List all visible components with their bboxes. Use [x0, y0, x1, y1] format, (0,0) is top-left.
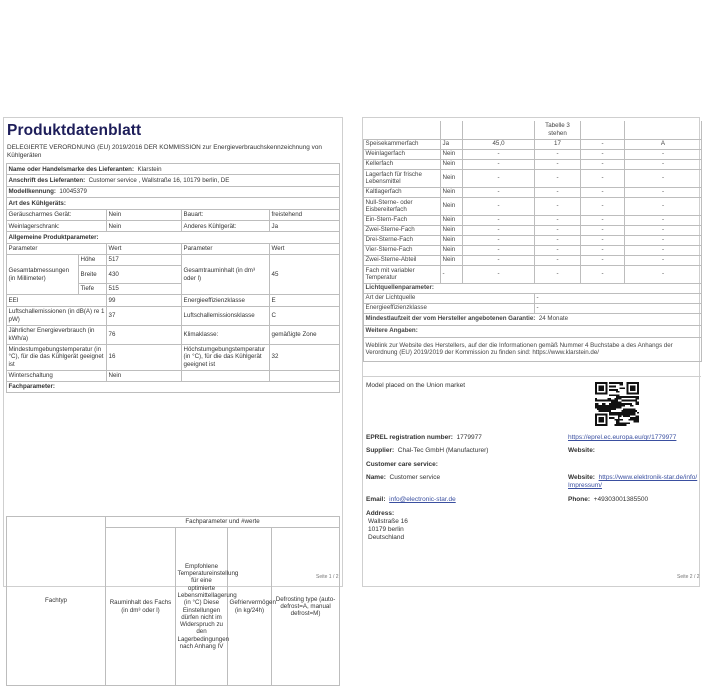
compartment-volume: -: [463, 187, 535, 197]
address-value: Customer service , Wallstraße 16, 10179 berlin, DE: [88, 176, 230, 184]
dimension-name: Höhe: [79, 255, 107, 266]
address-line: 10179 berlin: [368, 526, 404, 533]
winter-label: Winterschaltung: [7, 370, 107, 381]
compartment-row: [364, 139, 702, 149]
param-value: gemäßigte Zone: [270, 325, 340, 344]
type-label: Weinlagerschrank:: [7, 220, 107, 231]
col-header: Wert: [107, 243, 182, 254]
name-value: Customer service: [389, 474, 441, 481]
col-header: Parameter: [182, 243, 270, 254]
compartment-row: [364, 169, 702, 187]
compartment-present: Nein: [441, 245, 463, 255]
winter-value: Nein: [107, 370, 182, 381]
col-header: Wert: [270, 243, 340, 254]
param-value: E: [270, 295, 340, 306]
compartment-name: Vier-Sterne-Fach: [364, 245, 441, 255]
compartment-volume: -: [463, 215, 535, 225]
compartment-present: Ja: [441, 139, 463, 149]
compartment-name: Fach mit variabler Temperatur: [364, 265, 441, 283]
compartment-row: [364, 245, 702, 255]
volume-value: 45: [270, 255, 340, 295]
type-label: Bauart:: [182, 209, 270, 220]
param-label: Mindestumgebungstemperatur (in °C), für die das Kühlgerät geeignet ist: [7, 344, 107, 370]
compartment-temp: -: [535, 197, 581, 215]
col-compartment-type: Fachtyp: [7, 517, 106, 686]
compartment-volume: -: [463, 159, 535, 169]
compartment-temp: -: [535, 169, 581, 187]
compartment-freeze: -: [581, 187, 625, 197]
address-line: Wallstraße 16: [368, 518, 408, 525]
address-line: Deutschland: [368, 534, 405, 541]
compartment-freeze: -: [581, 139, 625, 149]
compartment-temp: 17: [535, 139, 581, 149]
compartment-row: [364, 225, 702, 235]
page-number: Seite 2 / 2: [677, 574, 700, 580]
compartment-volume: -: [463, 245, 535, 255]
more-info-text: Weblink zur Website des Herstellers, auf der die Informationen gemäß Nummer 4 Buchstabe a des Anhangs der Verordnung (EU) 2019/2019 der Kommission zu finden sind: https://www.klarstein.de/: [364, 337, 702, 361]
compartment-defrost: -: [625, 197, 702, 215]
compartment-values-table: [363, 121, 702, 362]
col-temperature: Empfohlene Temperatureinstellung für eine optimierte Lebensmittellagerung (in °C) Diese Einstellungen dürfen nicht im Widerspruch zu den Lagerbedingungen nach Anhang IV: [176, 528, 228, 686]
compartment-freeze: -: [581, 169, 625, 187]
compartment-name: Zwei-Sterne-Abteil: [364, 255, 441, 265]
compartment-present: Nein: [441, 197, 463, 215]
customer-care-label: Customer care service:: [366, 461, 438, 468]
email-label: Email:: [366, 496, 386, 503]
website2-label: Website:: [568, 474, 595, 481]
param-label: Energieeffizienzklasse: [182, 295, 270, 306]
compartment-row: [364, 215, 702, 225]
compartment-volume: -: [463, 225, 535, 235]
address-row: Anschrift des Lieferanten: Customer service , Wallstraße 16, 10179 berlin, DE: [7, 175, 340, 186]
compartment-present: Nein: [441, 149, 463, 159]
dimension-name: Breite: [79, 266, 107, 284]
compartment-present: Nein: [441, 225, 463, 235]
regulation-intro: DELEGIERTE VERORDNUNG (EU) 2019/2016 DER KOMMISSION zur Energieverbrauchskennzeichnung von Kühlgeräten: [7, 144, 322, 160]
type-value: freistehend: [270, 209, 340, 220]
compartment-present: -: [441, 265, 463, 283]
compartment-name: Weinlagerfach: [364, 149, 441, 159]
col-volume: Rauminhalt des Fachs (in dm³ oder l): [106, 528, 176, 686]
general-parameters-table: [6, 163, 340, 393]
compartment-freeze: -: [581, 215, 625, 225]
compartment-name: Kaltlagerfach: [364, 187, 441, 197]
param-label: Höchstumgebungstemperatur (in °C), für die das Kühlgerät geeignet ist: [182, 344, 270, 370]
compartment-present: Nein: [441, 235, 463, 245]
address-label: Address:: [366, 510, 395, 517]
compartment-row: [364, 255, 702, 265]
compartment-freeze: -: [581, 225, 625, 235]
param-value: 76: [107, 325, 182, 344]
dimensions-label: Gesamtabmessungen (in Millimeter): [7, 255, 79, 295]
more-info-header: Weitere Angaben:: [364, 325, 702, 337]
compartment-row: [364, 149, 702, 159]
compartment-volume: -: [463, 149, 535, 159]
compartment-name: Null-Sterne- oder Eisbereiterfach: [364, 197, 441, 215]
guarantee-row: Mindestlaufzeit der vom Hersteller angebotenen Garantie: 24 Monate: [364, 313, 702, 325]
compartment-defrost: -: [625, 245, 702, 255]
compartment-freeze: -: [581, 235, 625, 245]
eprel-section: [363, 376, 701, 588]
param-label: Luftschallemissionsklasse: [182, 306, 270, 325]
datasheet-page-1: [3, 117, 343, 650]
compartment-volume: -: [463, 235, 535, 245]
dimension-value: 515: [107, 284, 182, 295]
compartment-freeze: -: [581, 245, 625, 255]
light-class-label: Energieeffizienzklasse: [364, 303, 535, 313]
compartment-present: Nein: [441, 215, 463, 225]
param-value: 16: [107, 344, 182, 370]
compartment-name: Zwei-Sterne-Fach: [364, 225, 441, 235]
general-header: Allgemeine Produktparameter:: [7, 232, 340, 243]
compartment-name: Speisekammerfach: [364, 139, 441, 149]
type-label: Anderes Kühlgerät:: [182, 220, 270, 231]
compartment-name: Drei-Sterne-Fach: [364, 235, 441, 245]
table3-note: Tabelle 3 stehen: [535, 121, 581, 139]
compartment-temp: -: [535, 255, 581, 265]
compartment-name: Kellerfach: [364, 159, 441, 169]
compartment-name: Lagerfach für frische Lebensmittel: [364, 169, 441, 187]
model-note: Model placed on the Union market: [366, 382, 466, 389]
compartment-freeze: -: [581, 265, 625, 283]
eprel-number: 1779977: [456, 434, 482, 441]
type-value: Nein: [107, 209, 182, 220]
dimension-value: 430: [107, 266, 182, 284]
compartment-present: Nein: [441, 159, 463, 169]
compartment-defrost: -: [625, 255, 702, 265]
param-label: Jährlicher Energieverbrauch (in kWh/a): [7, 325, 107, 344]
supplier-label: Supplier:: [366, 447, 395, 454]
compartment-temp: -: [535, 225, 581, 235]
compartment-volume: -: [463, 169, 535, 187]
supplier-row: Name oder Handelsmarke des Lieferanten: Klarstein: [7, 164, 340, 175]
supplier-value: Chal-Tec GmbH (Manufacturer): [397, 447, 489, 454]
compartment-defrost: -: [625, 149, 702, 159]
eprel-link[interactable]: https://eprel.ec.europa.eu/qr/1779977: [568, 434, 677, 441]
type-label: Geräuscharmes Gerät:: [7, 209, 107, 220]
compartment-freeze: -: [581, 197, 625, 215]
compartment-volume: 45,0: [463, 139, 535, 149]
fach-header: Fachparameter:: [7, 381, 340, 392]
param-value: 99: [107, 295, 182, 306]
guarantee-value: 24 Monate: [538, 315, 569, 323]
compartment-defrost: -: [625, 225, 702, 235]
param-value: C: [270, 306, 340, 325]
compartment-temp: -: [535, 245, 581, 255]
website-label: Website:: [568, 447, 595, 454]
light-header: Lichtquellenparameter:: [364, 283, 702, 293]
website2-link[interactable]: https://www.elektronik-star.de/info/Impressum/: [568, 474, 698, 489]
fach-group-header: Fachparameter und #werte: [106, 517, 340, 528]
compartment-volume: -: [463, 255, 535, 265]
compartment-defrost: -: [625, 169, 702, 187]
supplier-value: Klarstein: [137, 165, 162, 173]
compartment-name: Ein-Stern-Fach: [364, 215, 441, 225]
col-defrost-type: Defrosting type (auto-defrost=A, manual defrost=M): [272, 528, 340, 686]
dimension-value: 517: [107, 255, 182, 266]
col-header: Parameter: [7, 243, 107, 254]
compartment-temp: -: [535, 235, 581, 245]
compartment-row: [364, 159, 702, 169]
compartment-temp: -: [535, 159, 581, 169]
compartment-volume: -: [463, 265, 535, 283]
param-value: 37: [107, 306, 182, 325]
compartment-row: [364, 187, 702, 197]
param-label: EEI: [7, 295, 107, 306]
col-freezing-capacity: Gefriervermögen (in kg/24h): [228, 528, 272, 686]
eprel-label: EPREL registration number:: [366, 434, 453, 441]
qr-code[interactable]: [595, 382, 639, 426]
compartment-present: Nein: [441, 255, 463, 265]
light-class-value: -: [535, 303, 702, 313]
light-type-label: Art der Lichtquelle: [364, 293, 535, 303]
compartment-volume: -: [463, 197, 535, 215]
model-value: 10045379: [59, 188, 87, 196]
volume-label: Gesamtrauminhalt (in dm³ oder l): [182, 255, 270, 295]
page-number: Seite 1 / 2: [316, 574, 339, 580]
compartment-temp: -: [535, 149, 581, 159]
compartment-present: Nein: [441, 169, 463, 187]
compartment-row: [364, 265, 702, 283]
page-title: Produktdatenblatt: [7, 122, 142, 139]
compartment-freeze: -: [581, 159, 625, 169]
compartment-temp: -: [535, 215, 581, 225]
type-value: Nein: [107, 220, 182, 231]
compartment-freeze: -: [581, 149, 625, 159]
compartment-parameters-table: [6, 516, 340, 686]
phone-label: Phone:: [568, 496, 591, 503]
type-value: Ja: [270, 220, 340, 231]
param-label: Klimaklasse:: [182, 325, 270, 344]
compartment-temp: -: [535, 187, 581, 197]
model-row: Modellkennung: 10045379: [7, 186, 340, 197]
datasheet-page-2: [362, 117, 700, 587]
light-type-value: -: [535, 293, 702, 303]
compartment-row: [364, 235, 702, 245]
param-label: Luftschallemissionen (in dB(A) re 1 pW): [7, 306, 107, 325]
compartment-freeze: -: [581, 255, 625, 265]
type-header: Art des Kühlgeräts:: [7, 198, 340, 209]
phone-value: +49303001385500: [593, 496, 649, 503]
compartment-defrost: A: [625, 139, 702, 149]
compartment-defrost: -: [625, 187, 702, 197]
dimension-name: Tiefe: [79, 284, 107, 295]
compartment-defrost: -: [625, 265, 702, 283]
name-label: Name:: [366, 474, 386, 481]
compartment-defrost: -: [625, 159, 702, 169]
compartment-defrost: -: [625, 215, 702, 225]
compartment-defrost: -: [625, 235, 702, 245]
compartment-row: [364, 197, 702, 215]
compartment-temp: -: [535, 265, 581, 283]
compartment-present: Nein: [441, 187, 463, 197]
email-link[interactable]: info@electronic-star.de: [389, 496, 456, 503]
param-value: 32: [270, 344, 340, 370]
